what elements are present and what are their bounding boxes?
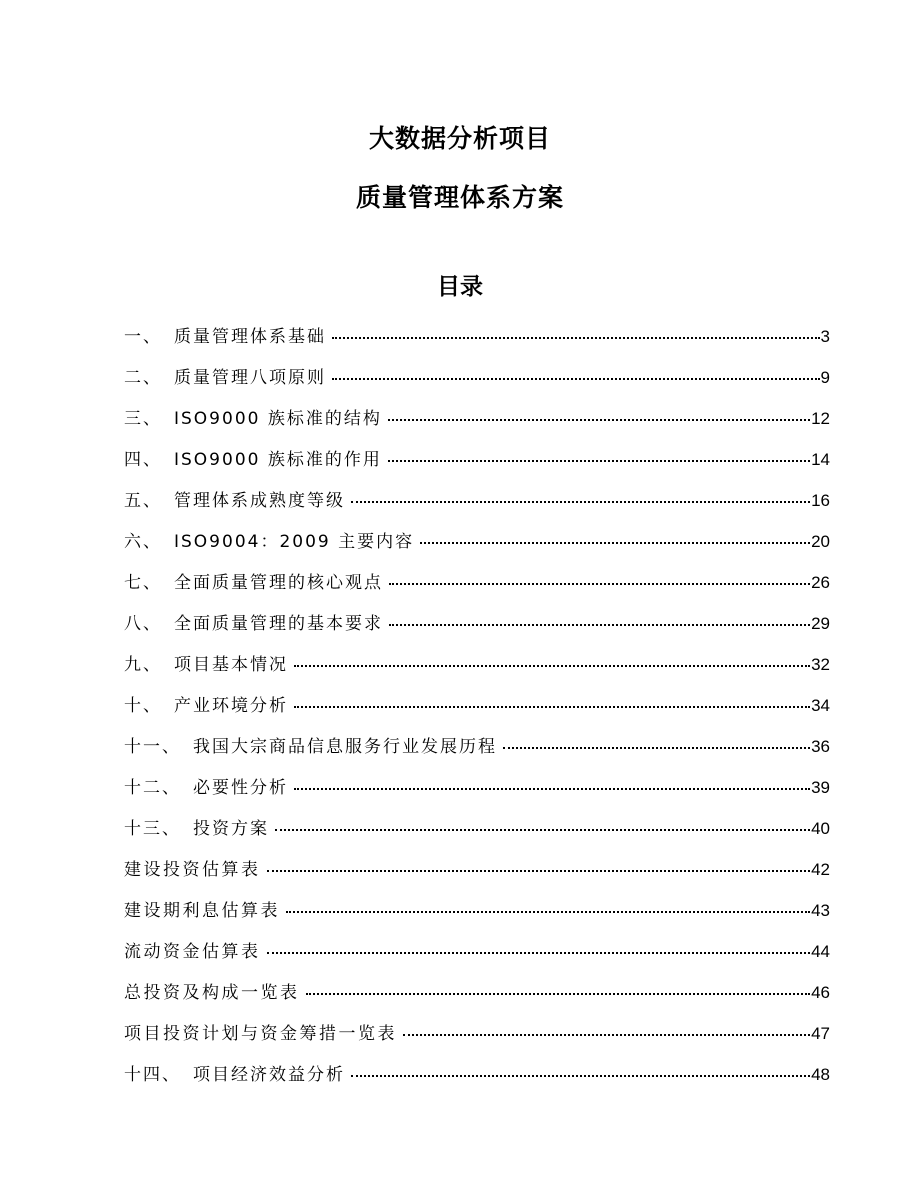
toc-heading: 目录	[437, 274, 483, 300]
toc-entry-title: 建设投资估算表	[124, 860, 261, 880]
toc-entry-page-number: 40	[811, 819, 830, 838]
toc-dot-leader	[306, 993, 811, 995]
toc-entry[interactable]	[124, 941, 830, 982]
toc-entry[interactable]	[124, 982, 830, 1023]
toc-entry-page-number: 34	[811, 696, 830, 715]
toc-entry-title: 必要性分析	[193, 778, 288, 798]
document-title-line1: 大数据分析项目	[368, 124, 551, 153]
toc-entry-title: 我国大宗商品信息服务行业发展历程	[193, 737, 497, 757]
toc-entry-page-number: 16	[811, 491, 830, 510]
toc-entry-number: 三	[124, 409, 143, 429]
toc-entry-separator: 、	[143, 409, 160, 429]
toc-entry-page-number: 39	[811, 778, 830, 797]
toc-entry-title: 项目经济效益分析	[193, 1065, 345, 1085]
toc-entry-page-number: 46	[811, 983, 830, 1002]
toc-entry-title: 流动资金估算表	[124, 942, 261, 962]
toc-entry[interactable]	[124, 818, 830, 859]
toc-entry[interactable]	[124, 449, 830, 490]
toc-entry[interactable]	[124, 900, 830, 941]
toc-entry-title: 项目基本情况	[174, 655, 288, 675]
toc-entry-number: 二	[124, 368, 143, 388]
toc-entry-page-number: 3	[820, 327, 830, 346]
toc-dot-leader	[388, 460, 810, 462]
toc-entry-title: 管理体系成熟度等级	[174, 491, 345, 511]
toc-dot-leader	[294, 706, 810, 708]
toc-entry[interactable]	[124, 777, 830, 818]
toc-entry-page-number: 12	[811, 409, 830, 428]
toc-dot-leader	[294, 788, 810, 790]
toc-entry-separator: 、	[143, 368, 160, 388]
toc-entry-title: ISO9004：2009 主要内容	[174, 532, 415, 552]
toc-entry-title: 质量管理体系基础	[174, 327, 326, 347]
toc-dot-leader	[420, 542, 810, 544]
toc-dot-leader	[351, 501, 810, 503]
toc-dot-leader	[503, 747, 810, 749]
toc-entry-page-number: 43	[811, 901, 830, 920]
toc-entry-title: 产业环境分析	[174, 696, 288, 716]
toc-entry-page-number: 48	[811, 1065, 830, 1084]
toc-entry-page-number: 9	[820, 368, 830, 387]
toc-dot-leader	[403, 1034, 810, 1036]
toc-entry-page-number: 32	[811, 655, 830, 674]
toc-entry-number: 六	[124, 532, 143, 552]
toc-entry[interactable]	[124, 531, 830, 572]
toc-entry-title: 建设期利息估算表	[124, 901, 280, 921]
toc-dot-leader	[294, 665, 810, 667]
toc-dot-leader	[275, 829, 810, 831]
toc-entry-page-number: 14	[811, 450, 830, 469]
toc-entry-title: 质量管理八项原则	[174, 368, 326, 388]
toc-entry-separator: 、	[143, 573, 160, 593]
toc-entry[interactable]	[124, 736, 830, 777]
toc-entry-number: 九	[124, 655, 143, 675]
toc-entry[interactable]	[124, 1023, 830, 1064]
toc-entry-page-number: 29	[811, 614, 830, 633]
toc-entry[interactable]	[124, 654, 830, 695]
toc-entry-number: 十	[124, 696, 143, 716]
toc-entry-separator: 、	[143, 655, 160, 675]
toc-entry-title: ISO9000 族标准的结构	[174, 409, 382, 429]
document-title-line2: 质量管理体系方案	[355, 183, 564, 212]
toc-entry-title: 项目投资计划与资金筹措一览表	[124, 1024, 397, 1044]
toc-entry-page-number: 20	[811, 532, 830, 551]
toc-entry-title: 全面质量管理的核心观点	[174, 573, 383, 593]
toc-entry-number: 五	[124, 491, 143, 511]
toc-dot-leader	[351, 1075, 810, 1077]
toc-dot-leader	[286, 911, 810, 913]
toc-entry[interactable]	[124, 1064, 830, 1105]
toc-dot-leader	[267, 870, 811, 872]
toc-entry-separator: 、	[162, 778, 179, 798]
toc-entry-number: 十四	[124, 1065, 162, 1085]
toc-entry-separator: 、	[143, 532, 160, 552]
toc-entry-page-number: 36	[811, 737, 830, 756]
toc-entry-separator: 、	[143, 696, 160, 716]
toc-dot-leader	[389, 624, 810, 626]
toc-entry[interactable]	[124, 490, 830, 531]
toc-entry-title: ISO9000 族标准的作用	[174, 450, 382, 470]
toc-entry[interactable]	[124, 613, 830, 654]
toc-entry-number: 八	[124, 614, 143, 634]
toc-entry[interactable]	[124, 572, 830, 613]
toc-entry-number: 十一	[124, 737, 162, 757]
toc-entry-page-number: 47	[811, 1024, 830, 1043]
toc-entry-number: 四	[124, 450, 143, 470]
toc-entry-number: 七	[124, 573, 143, 593]
toc-entry[interactable]	[124, 859, 830, 900]
toc-entry-separator: 、	[143, 327, 160, 347]
toc-entry[interactable]	[124, 695, 830, 736]
toc-entry-title: 投资方案	[193, 819, 269, 839]
toc-entry-page-number: 26	[811, 573, 830, 592]
toc-entry[interactable]	[124, 326, 830, 367]
toc-entry-page-number: 42	[811, 860, 830, 879]
table-of-contents	[124, 326, 830, 1105]
toc-dot-leader	[332, 378, 820, 380]
toc-entry-number: 十三	[124, 819, 162, 839]
toc-entry-separator: 、	[143, 491, 160, 511]
toc-dot-leader	[332, 337, 820, 339]
toc-entry-separator: 、	[162, 737, 179, 757]
toc-entry-separator: 、	[143, 614, 160, 634]
toc-entry-number: 十二	[124, 778, 162, 798]
toc-entry-separator: 、	[162, 1065, 179, 1085]
toc-entry-separator: 、	[143, 450, 160, 470]
toc-entry-title: 总投资及构成一览表	[124, 983, 300, 1003]
toc-entry[interactable]	[124, 408, 830, 449]
toc-dot-leader	[388, 419, 810, 421]
toc-dot-leader	[389, 583, 810, 585]
toc-entry-page-number: 44	[811, 942, 830, 961]
toc-entry-number: 一	[124, 327, 143, 347]
toc-entry-separator: 、	[162, 819, 179, 839]
toc-dot-leader	[267, 952, 811, 954]
toc-entry-title: 全面质量管理的基本要求	[174, 614, 383, 634]
toc-entry[interactable]	[124, 367, 830, 408]
